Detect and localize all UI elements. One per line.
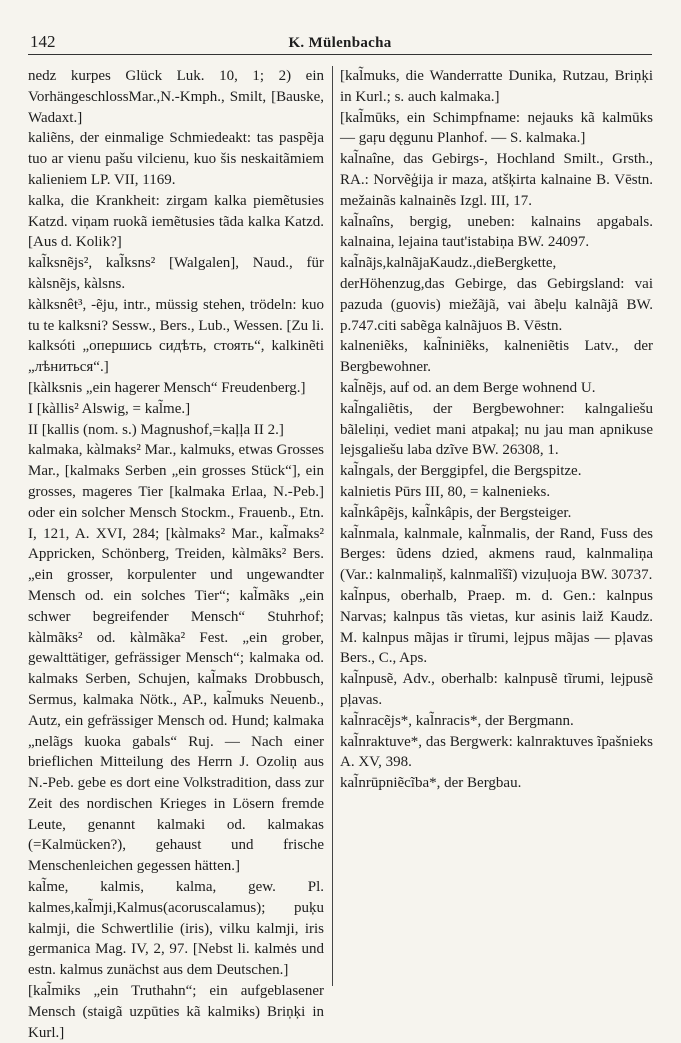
dictionary-entry: kal̃ksnẽjs², kal̃ksns² [Walgalen], Naud., für kàlsnẽjs, kàlsns.	[28, 255, 324, 292]
dictionary-entry: kàlksnêt³, -ẽju, intr., müssig stehen, trödeln: kuo tu te kalksni? Sessw., Bers., Lub., Wessen. [Zu li. kalksóti „опершись сидѣть, стоять“, kalkinẽti „лѣниться“.]	[28, 296, 324, 376]
dictionary-entry: [kal̃miks „ein Truthahn“; ein aufgeblasener Mensch (staigã uzpūties kã kalmiks) Briņķi in Kurl.]	[28, 983, 324, 1041]
dictionary-entry: [kàlksnis „ein hagerer Mensch“ Freudenberg.]	[28, 379, 306, 396]
dictionary-entry: [kal̃mūks, ein Schimpfname: nejauks kã kalmūks — gaŗu dęgunu Planhof. — S. kalmaka.]	[340, 109, 653, 147]
dictionary-entry: kal̃nẽjs, auf od. an dem Berge wohnend U.	[340, 379, 596, 396]
dictionary-entry: I [kàllis² Alswig, = kal̃me.]	[28, 400, 191, 417]
dictionary-entry: kal̃nraktuve*, das Bergwerk: kalnraktuves ĩpašnieks A. XV, 398.	[340, 733, 653, 771]
right-column	[340, 66, 653, 794]
page-number: 142	[30, 32, 56, 51]
dictionary-entry: kaliẽns, der einmalige Schmiedeakt: tas paspẽja tuo ar vienu pašu vilcienu, kuo šis neskaitãmiem kalieniem LP. VII, 1169.	[28, 130, 324, 188]
dictionary-entry: kal̃nkâpẽjs, kal̃nkâpis, der Bergsteiger.	[340, 504, 572, 521]
dictionary-entry: II [kallis (nom. s.) Magnushof,=kaļļa II 2.]	[28, 421, 284, 438]
dictionary-entry: kal̃nmala, kalnmale, kal̃nmalis, der Rand, Fuss des Berges: ũdens dzied, akmens raud, kalnmaliņa (Var.: kalnmaliņš, kalnmalĩšĩ) vizuļuoja BW. 30737.	[340, 525, 653, 584]
dictionary-entry: kalneniẽks, kal̃niniẽks, kalneniẽtis Latv., der Bergbewohner.	[340, 338, 653, 376]
dictionary-entry: kal̃npusẽ, Adv., oberhalb: kalnpusẽ tĩrumi, lejpusẽ pļavas.	[340, 671, 653, 708]
dictionary-entry: kal̃naîne, das Gebirgs-, Hochland Smilt., Grsth., RA.: Norvẽģija ir maza, atšķirta kalnaine B. Vēstn. mežainãs kalnainẽs Izgl. III, 17.	[340, 151, 653, 209]
dictionary-entry: kalka, die Krankheit: zirgam kalka piemẽtusies Katzd. viņam ruokã iemẽtusies tãda kalka Katzd. [Aus d. Kolik?]	[28, 192, 324, 251]
dictionary-entry: kal̃nrūpniẽcĩba*, der Bergbau.	[340, 775, 522, 792]
dictionary-entry: kal̃nracẽjs*, kal̃nracis*, der Bergmann.	[340, 712, 574, 729]
dictionary-entry: kalnietis Pūrs III, 80, = kalnenieks.	[340, 483, 551, 500]
dictionary-entry: kal̃naîns, bergig, uneben: kalnains apgabals. kalnaina, lejaina taut'istabiņa BW. 24097.	[340, 213, 653, 251]
dictionary-entry: kal̃nãjs,kalnãjaKaudz.,dieBergkette, derHöhenzug,das Gebirge, das Gebirgsland: vai pazuda (guovis) miežãjã, vai ãbeļu kalnãjã BW. p.747.citi sabẽga kalnãjuos B. Vēstn.	[340, 255, 653, 334]
left-column	[28, 66, 324, 1043]
column-divider	[332, 66, 333, 986]
page-header	[28, 30, 652, 55]
dictionary-entry: kal̃ngaliẽtis, der Bergbewohner: kalngaliešu bãleliņi, vediet mani atpakaļ; nu jau man apnikuse lejsgaliešu laba dzĩve BW. 26308, 1.	[340, 400, 653, 459]
dictionary-entry: kal̃npus, oberhalb, Praep. m. d. Gen.: kalnpus Narvas; kalnpus tãs vietas, kur asinis laiž Kaudz. M. kalnpus mãjas ir tĩrumi, lejpus mãjas — pļavas Bers., C., Aps.	[340, 587, 653, 667]
dictionary-entry: nedz kurpes Glück Luk. 10, 1; 2) ein VorhängeschlossMar.,N.-Kmph., Smilt, [Bauske, Wadaxt.]	[28, 68, 324, 126]
running-title: K. Mülenbacha	[288, 35, 392, 51]
dictionary-entry: kalmaka, kàlmaks² Mar., kalmuks, etwas Grosses Mar., [kalmaks Serben „ein grosses Stück“], ein grosses, mageres Tier [kalmaka Erlaa, N.-Peb.] oder ein solcher Mensch Stockm., Frauenb., Etn. I, 121, A. XVI, 284; [kàlmaks² Mar., kal̃maks² Appricken, Schönberg, Treiden, kàlmãks² Bers. „ein grosser, korpulenter und ungewandter Mensch od. ein solches Tier“; kal̃mãks „ein schwer begreifender Mensch“ Stuhrhof; kàlmãks² od. kàlmãka² Fest. „ein grober, gewalttätiger, gefrässiger Mensch“; kalmaka od. kalmaks Serben, Schujen, kal̃maks Drobbusch, Sermus, kalmaka Nötk., AP., kal̃muks Neuenb., Autz, ein gefrässiger Mensch od. Hund; kalmaka „nelãgs kuoka gabals“ Ruj. — Nach einer brieflichen Mitteilung des Herrn J. Ozoliņ aus N.-Peb. gebe es dort eine Volkstradition, dass zur Zeit des nordischen Krieges in Lösern fremde Leute, genannt kalmaki od. kalmakas (=Kalmücken?), gehaust und frische Menschenleichen gegessen hätten.]	[28, 442, 324, 875]
dictionary-entry: kal̃ngals, der Berggipfel, die Bergspitze.	[340, 463, 582, 480]
dictionary-entry: kal̃me, kalmis, kalma, gew. Pl. kalmes,kal̃mji,Kalmus(acoruscalamus); puķu kalmji, die Schwertlilie (iris), vilku kalmji, iris germanica Mag. IV, 2, 97. [Nebst li. kalmės und estn. kalmus zunächst aus dem Deutschen.]	[28, 879, 324, 979]
dictionary-entry: [kal̃muks, die Wanderratte Dunika, Rutzau, Briņķi in Kurl.; s. auch kalmaka.]	[340, 68, 653, 105]
